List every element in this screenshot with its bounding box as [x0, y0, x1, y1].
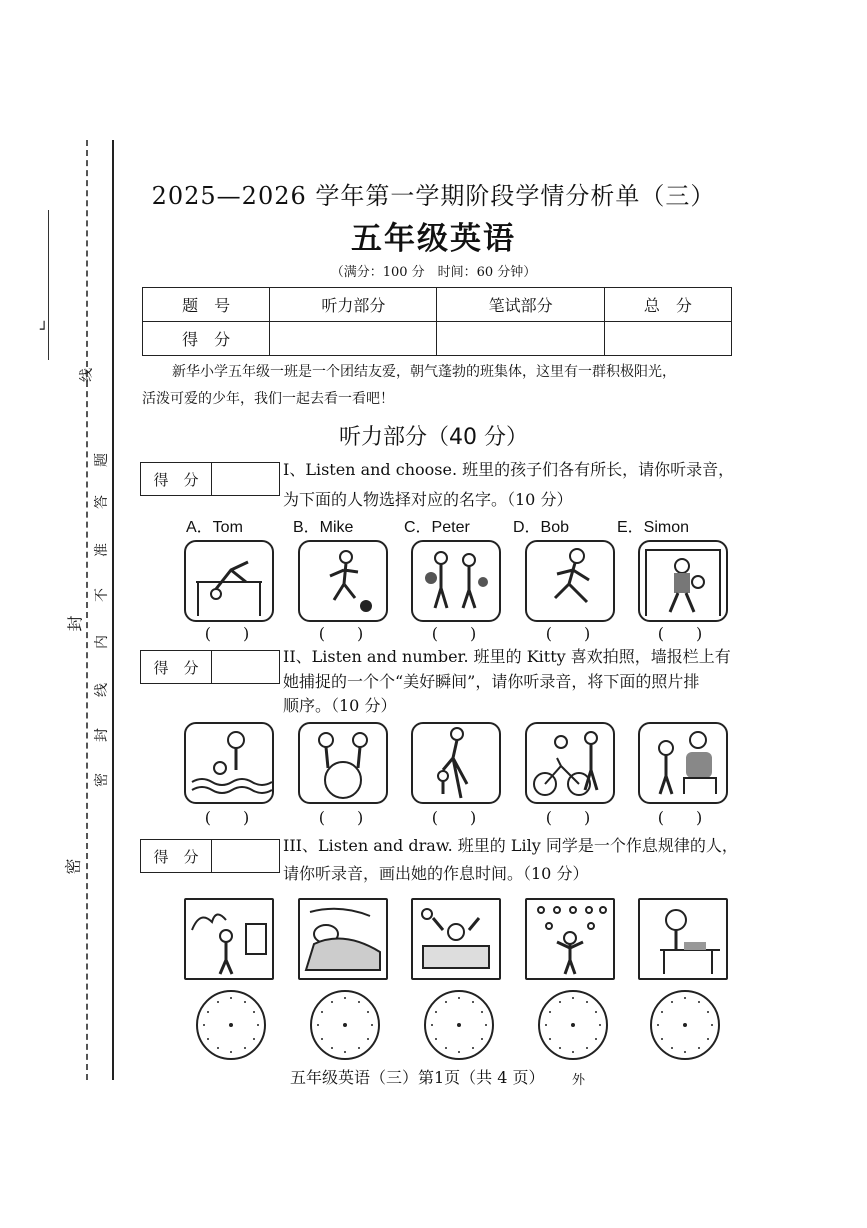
clock-tick	[661, 1038, 663, 1040]
q1-option: D．Bob	[513, 519, 570, 536]
clock-tick	[445, 1001, 447, 1003]
waking-up-icon	[411, 898, 501, 980]
answer-blank[interactable]: ( )	[657, 808, 703, 827]
clock-tick	[344, 1051, 346, 1053]
q1-option: C．Peter	[404, 519, 470, 536]
score-cell[interactable]	[270, 322, 437, 356]
clock-face[interactable]	[310, 990, 380, 1060]
clock-tick	[431, 1024, 433, 1026]
clock-tick	[671, 1047, 673, 1049]
exam-subtitle: 五年级英语	[351, 221, 516, 257]
answer-blank[interactable]: ( )	[545, 808, 591, 827]
exercise-icon	[525, 898, 615, 980]
clock-tick	[253, 1038, 255, 1040]
answer-blank[interactable]: ( )	[318, 808, 364, 827]
clock-tick	[207, 1038, 209, 1040]
binding-dashed-line	[86, 140, 88, 1080]
q1-option: E．Simon	[617, 519, 690, 536]
clock-tick	[367, 1011, 369, 1013]
clock-tick	[203, 1024, 205, 1026]
clock-tick	[657, 1024, 659, 1026]
section-title: 听力部分（40 分）	[339, 425, 528, 450]
answer-blank[interactable]: ( )	[204, 624, 250, 643]
score-table-header: 笔试部分	[437, 288, 604, 322]
bicycle-icon	[525, 722, 615, 804]
clock-tick	[435, 1011, 437, 1013]
score-table-header: 题 号	[143, 288, 270, 322]
helping-grandma-icon	[638, 722, 728, 804]
clock-tick	[445, 1047, 447, 1049]
margin-char: 答	[94, 495, 110, 509]
clock-tick	[321, 1011, 323, 1013]
clock-tick	[711, 1024, 713, 1026]
basketball-icon	[411, 540, 501, 622]
score-table	[142, 287, 732, 356]
clock-tick	[331, 1047, 333, 1049]
q1-option: A．Tom	[186, 519, 243, 536]
clock-tick	[358, 1047, 360, 1049]
q2-instruction: II、Listen and number. 班里的 Kitty 喜欢拍照，墙报栏上有	[283, 647, 731, 666]
clock-tick	[595, 1038, 597, 1040]
page-footer: 五年级英语（三）第1页（共 4 页）	[290, 1068, 545, 1087]
clock-tick	[586, 1001, 588, 1003]
q2-instruction: 顺序。（10 分）	[283, 696, 397, 715]
score-cell[interactable]	[437, 322, 604, 356]
margin-char: 密	[94, 773, 110, 787]
pushing-ball-icon	[298, 722, 388, 804]
clock-tick	[358, 1001, 360, 1003]
clock-tick	[481, 1011, 483, 1013]
margin-char: 准	[94, 543, 110, 557]
clock-tick	[707, 1038, 709, 1040]
clock-face[interactable]	[424, 990, 494, 1060]
page-footer-suffix: 外	[572, 1073, 586, 1088]
clock-tick	[230, 1051, 232, 1053]
q2-instruction: 她捕捉的一个个“美好瞬间”，请你听录音，将下面的照片排	[283, 672, 700, 691]
clock-tick	[317, 1024, 319, 1026]
clock-tick	[458, 1051, 460, 1053]
clock-face[interactable]	[538, 990, 608, 1060]
clock-tick	[367, 1038, 369, 1040]
score-cell[interactable]	[604, 322, 731, 356]
clock-tick	[684, 997, 686, 999]
q3-score-box[interactable]	[140, 839, 280, 873]
clock-tick	[698, 1047, 700, 1049]
clock-center	[683, 1023, 687, 1027]
q1-score-box[interactable]	[140, 462, 280, 496]
clock-tick	[217, 1047, 219, 1049]
walking-school-icon	[184, 898, 274, 980]
margin-char: 线	[94, 683, 110, 697]
clock-tick	[481, 1038, 483, 1040]
margin-char: 内	[94, 635, 110, 649]
answer-blank[interactable]: ( )	[431, 808, 477, 827]
q1-instruction: 为下面的人物选择对应的名字。（10 分）	[283, 490, 573, 509]
clock-tick	[321, 1038, 323, 1040]
intro-line: 活泼可爱的少年，我们一起去看一看吧！	[142, 391, 394, 407]
swimming-icon	[184, 722, 274, 804]
clock-tick	[661, 1011, 663, 1013]
clock-tick	[472, 1047, 474, 1049]
clock-tick	[207, 1011, 209, 1013]
clock-tick	[244, 1001, 246, 1003]
answer-blank[interactable]: ( )	[204, 808, 250, 827]
clock-tick	[698, 1001, 700, 1003]
clock-tick	[549, 1011, 551, 1013]
clock-center	[571, 1023, 575, 1027]
score-table-header: 总 分	[604, 288, 731, 322]
clock-tick	[707, 1011, 709, 1013]
sleeping-icon	[298, 898, 388, 980]
running-icon	[525, 540, 615, 622]
margin-char: 封	[94, 728, 110, 742]
q3-instruction: III、Listen and draw. 班里的 Lily 同学是一个作息规律的人，	[283, 836, 738, 855]
clock-tick	[257, 1024, 259, 1026]
q2-score-box[interactable]	[140, 650, 280, 684]
margin-char: 题	[94, 453, 110, 467]
clock-tick	[599, 1024, 601, 1026]
clock-center	[343, 1023, 347, 1027]
margin-char: 不	[94, 588, 110, 602]
clock-tick	[586, 1047, 588, 1049]
intro-line: 新华小学五年级一班是一个团结友爱，朝气蓬勃的班集体，这里有一群积极阳光，	[172, 364, 676, 380]
walking-help-icon	[411, 722, 501, 804]
clock-tick	[344, 997, 346, 999]
answer-blank[interactable]: ( )	[545, 624, 591, 643]
clock-face[interactable]	[196, 990, 266, 1060]
clock-tick	[217, 1001, 219, 1003]
homework-icon	[638, 898, 728, 980]
score-table-header: 听力部分	[270, 288, 437, 322]
clock-tick	[458, 997, 460, 999]
margin-char: 密	[63, 858, 83, 875]
clock-tick	[253, 1011, 255, 1013]
answer-blank[interactable]: ( )	[318, 624, 364, 643]
clock-tick	[485, 1024, 487, 1026]
clock-tick	[671, 1001, 673, 1003]
clock-tick	[572, 997, 574, 999]
clock-tick	[559, 1001, 561, 1003]
clock-tick	[230, 997, 232, 999]
answer-blank[interactable]: ( )	[657, 624, 703, 643]
clock-center	[457, 1023, 461, 1027]
score-box-label: 得 分	[141, 463, 212, 495]
goalkeeper-icon	[638, 540, 728, 622]
clock-tick	[572, 1051, 574, 1053]
margin-char: 线	[79, 368, 95, 382]
high-jump-icon	[184, 540, 274, 622]
clock-tick	[559, 1047, 561, 1049]
binding-solid-line	[112, 140, 114, 1080]
q1-option: B．Mike	[293, 519, 354, 536]
clock-tick	[244, 1047, 246, 1049]
exam-meta: （满分：100 分 时间：60 分钟）	[330, 265, 537, 280]
margin-tick: ┘	[40, 322, 49, 338]
clock-tick	[549, 1038, 551, 1040]
q3-instruction: 请你听录音，画出她的作息时间。（10 分）	[283, 864, 589, 883]
exam-title: 2025—2026 学年第一学期阶段学情分析单（三）	[151, 182, 716, 210]
answer-blank[interactable]: ( )	[431, 624, 477, 643]
q1-instruction: I、Listen and choose. 班里的孩子们各有所长，请你听录音，	[283, 460, 735, 479]
soccer-icon	[298, 540, 388, 622]
clock-tick	[331, 1001, 333, 1003]
clock-tick	[371, 1024, 373, 1026]
clock-face[interactable]	[650, 990, 720, 1060]
clock-tick	[684, 1051, 686, 1053]
score-box-label: 得 分	[141, 651, 212, 683]
score-box-label: 得 分	[141, 840, 212, 872]
clock-center	[229, 1023, 233, 1027]
clock-tick	[435, 1038, 437, 1040]
clock-tick	[595, 1011, 597, 1013]
clock-tick	[472, 1001, 474, 1003]
score-table-label: 得 分	[143, 322, 270, 356]
clock-tick	[545, 1024, 547, 1026]
margin-char: 封	[65, 615, 85, 632]
